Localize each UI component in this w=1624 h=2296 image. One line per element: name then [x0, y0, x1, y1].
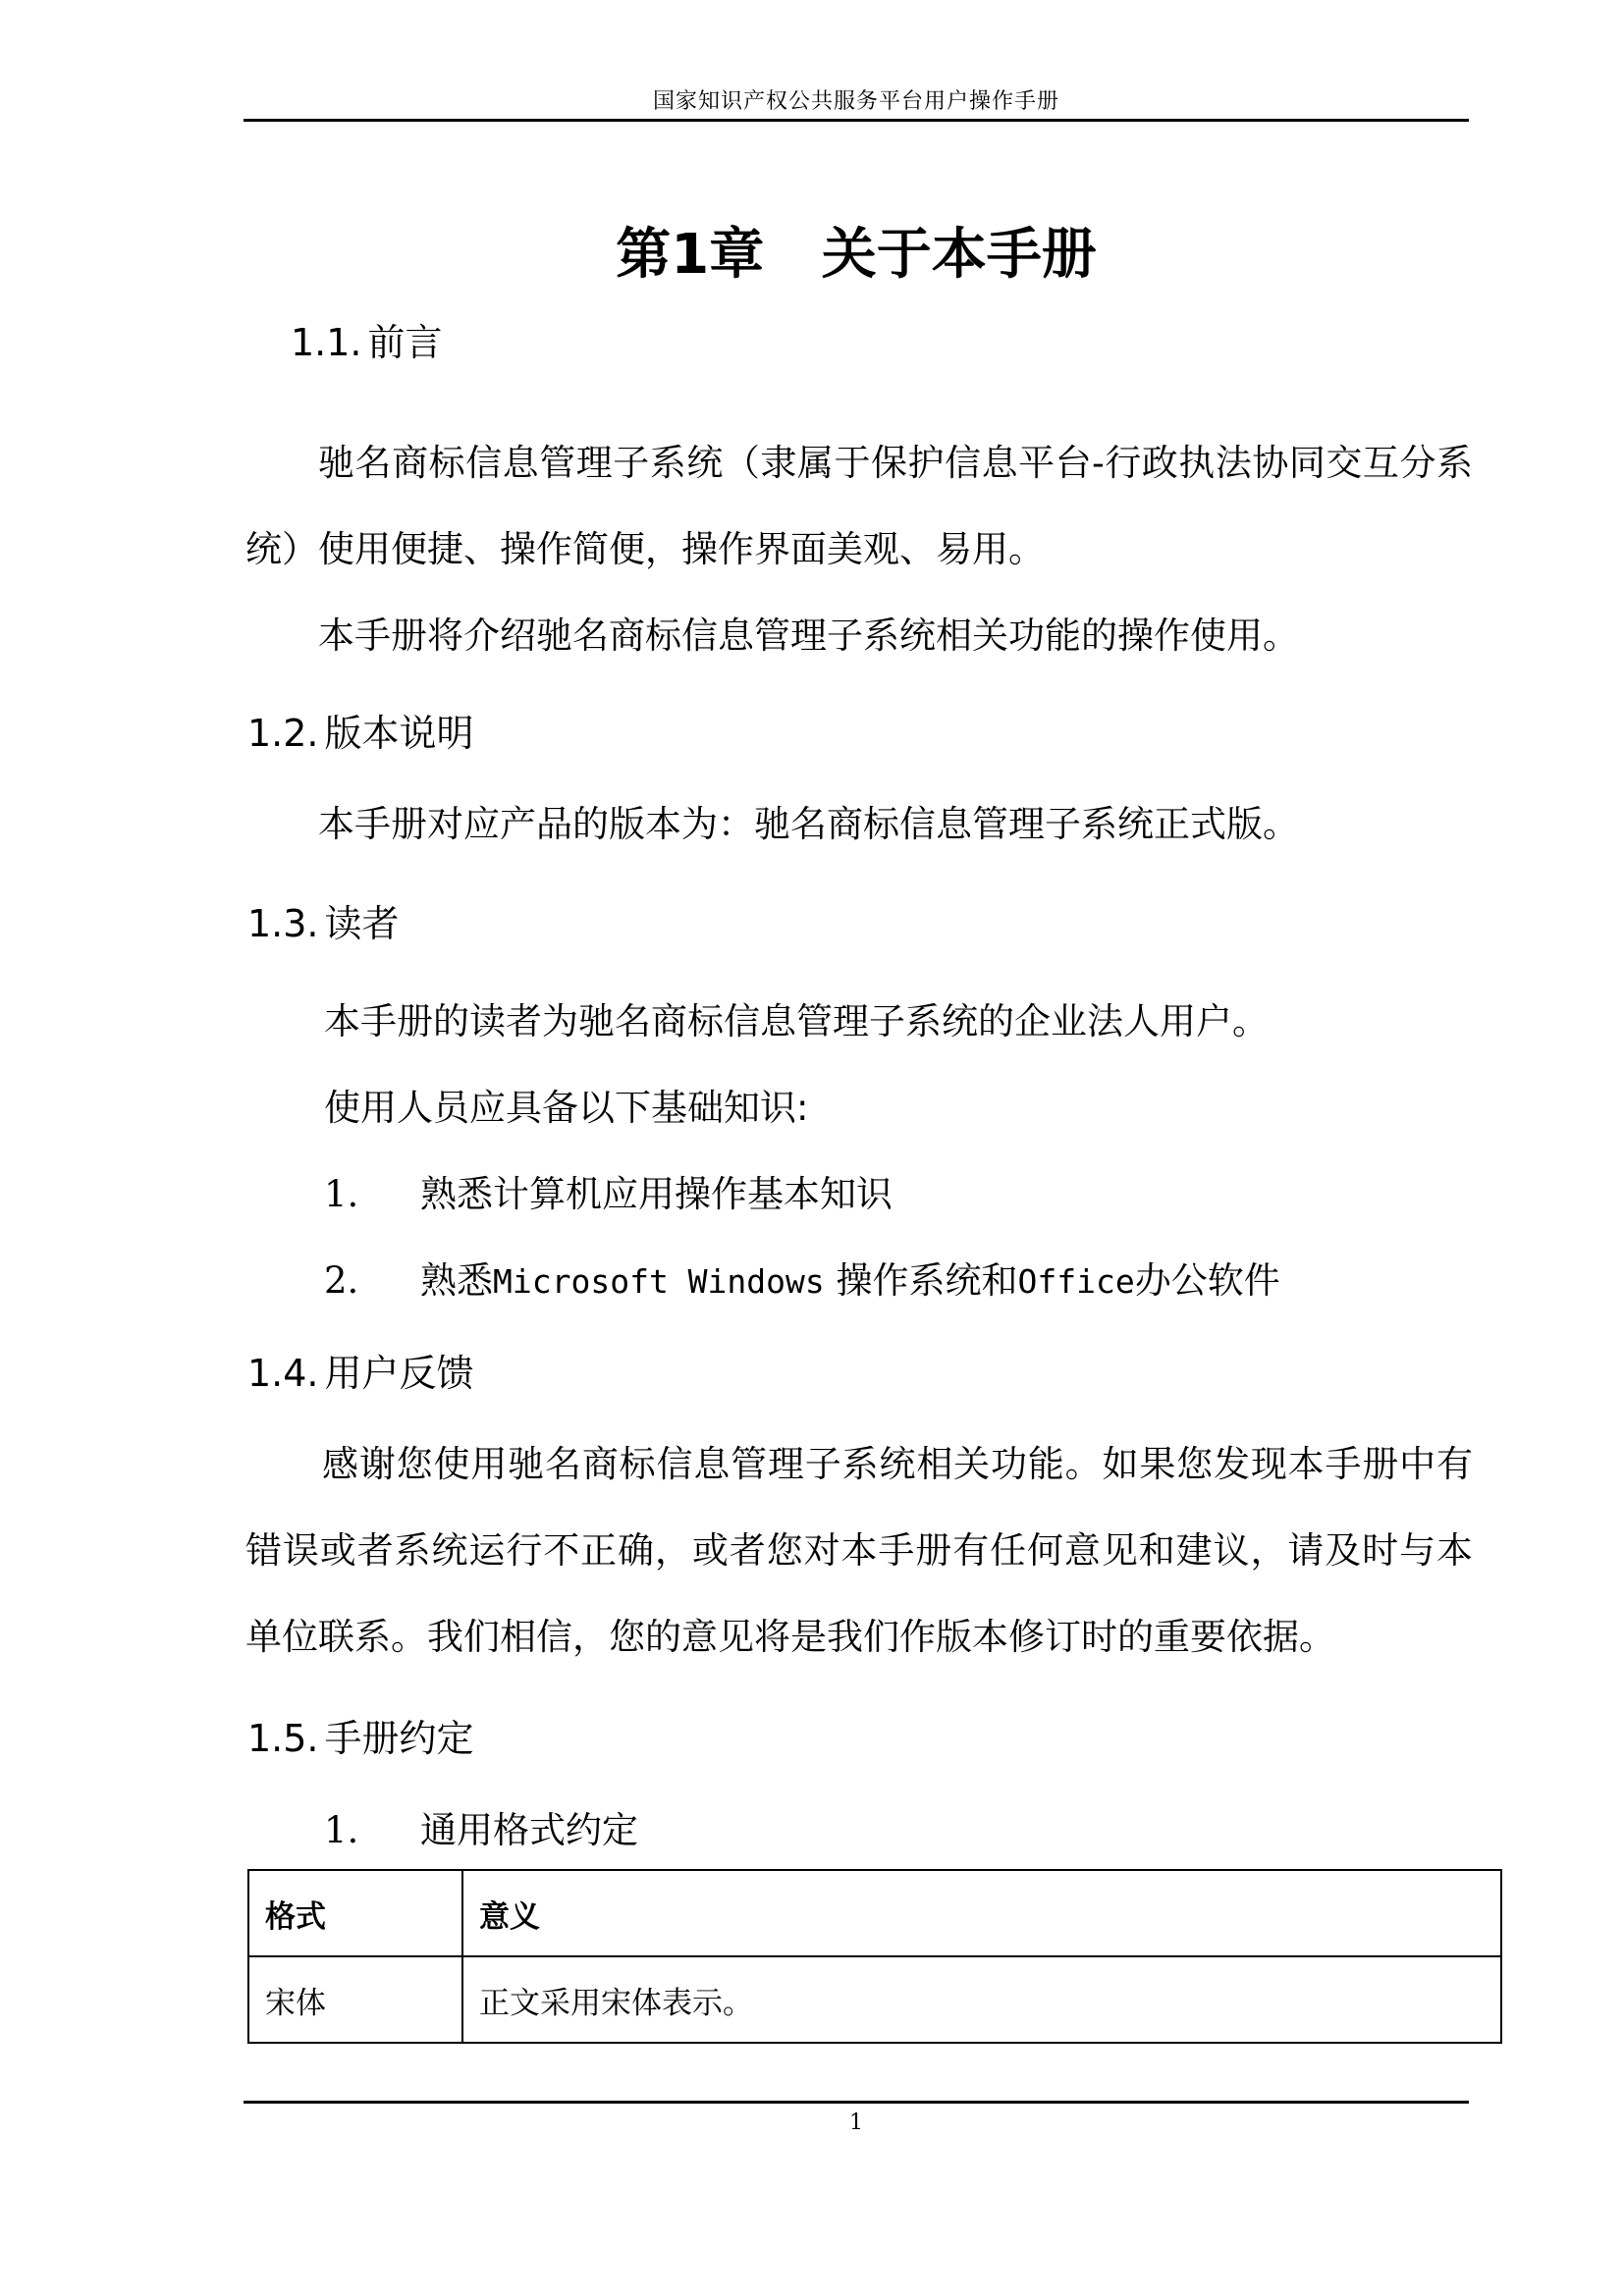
list-item-number: 1.	[324, 1173, 359, 1215]
table-cell: 宋体	[248, 1956, 462, 2043]
section-title: 用户反馈	[324, 1352, 474, 1395]
table-header-row	[248, 1870, 1501, 1956]
list-item	[324, 1251, 1280, 1304]
header-divider	[244, 119, 1469, 122]
list-item-text: 通用格式约定	[420, 1809, 638, 1851]
chapter-title: 第1章 关于本手册	[616, 223, 1097, 287]
preface-paragraph-1: 驰名商标信息管理子系统（隶属于保护信息平台-行政执法协同交互分系统）使用便捷、操作简便，操作界面美观、易用。	[245, 442, 1474, 570]
list-item-number: 1.	[324, 1809, 359, 1851]
section-heading-feedback	[247, 1343, 474, 1397]
section-number: 1.2.	[247, 712, 319, 755]
section-number: 1.1.	[291, 321, 362, 364]
footer-divider	[244, 2101, 1469, 2104]
section-title: 手册约定	[324, 1717, 474, 1760]
section-heading-readers	[247, 893, 400, 947]
table-header-cell: 意义	[462, 1870, 1501, 1956]
list-item-number: 2.	[324, 1259, 359, 1302]
section-number: 1.4.	[247, 1352, 319, 1395]
format-convention-table	[247, 1869, 1502, 2044]
list-item-text-c: 操作系统和	[836, 1259, 1018, 1302]
list-item-text: 熟悉计算机应用操作基本知识	[420, 1173, 893, 1215]
list-item-text-b: Microsoft Windows	[493, 1262, 825, 1301]
version-paragraph: 本手册对应产品的版本为：驰名商标信息管理子系统正式版。	[318, 803, 1299, 845]
section-number: 1.3.	[247, 902, 319, 945]
list-item	[324, 1164, 893, 1217]
list-item-text-e: 办公软件	[1134, 1259, 1280, 1302]
page-number: 1	[849, 2110, 863, 2135]
section-title: 读者	[324, 902, 400, 945]
list-item-text-a: 熟悉	[420, 1259, 493, 1302]
section-title: 前言	[367, 321, 443, 364]
section-heading-version	[247, 703, 474, 757]
section-heading-preface	[291, 312, 443, 366]
feedback-paragraph: 感谢您使用驰名商标信息管理子系统相关功能。如果您发现本手册中有错误或者系统运行不正确，或者您对本手册有任何意见和建议，请及时与本单位联系。我们相信，您的意见将是我们作版本修订时的重要依据。	[245, 1443, 1473, 1658]
list-item-text-d: Office	[1017, 1262, 1135, 1301]
list-item	[324, 1800, 638, 1853]
section-heading-conventions	[247, 1708, 474, 1762]
section-title: 版本说明	[324, 712, 474, 755]
page-header-title: 国家知识产权公共服务平台用户操作手册	[652, 89, 1059, 114]
readers-line-1: 本手册的读者为驰名商标信息管理子系统的企业法人用户。	[324, 1000, 1269, 1042]
table-header-cell: 格式	[248, 1870, 462, 1956]
table-row	[248, 1956, 1501, 2043]
preface-paragraph-2: 本手册将介绍驰名商标信息管理子系统相关功能的操作使用。	[318, 614, 1299, 657]
table-cell: 正文采用宋体表示。	[462, 1956, 1501, 2043]
readers-line-2: 使用人员应具备以下基础知识:	[324, 1087, 809, 1129]
section-number: 1.5.	[247, 1717, 319, 1760]
